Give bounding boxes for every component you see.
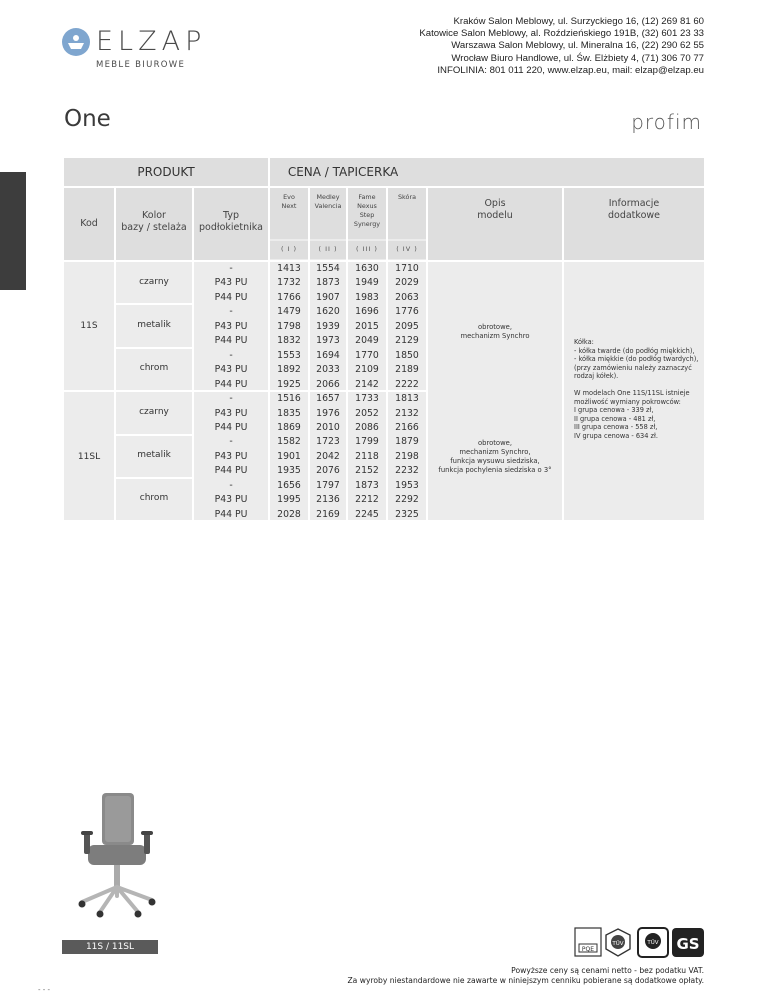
armrest-type: P44 PU xyxy=(214,378,248,390)
description-11s: obrotowe, mechanizm Synchro xyxy=(460,323,530,340)
price-ii: 2076 xyxy=(316,465,340,477)
price-i: 1835 xyxy=(277,407,301,419)
price-i: 1553 xyxy=(277,349,301,361)
price-ii: 1976 xyxy=(316,407,340,419)
description-11sl: obrotowe, mechanizm Synchro, funkcja wysuwu siedziska, funkcja pochylenia siedziska o 3° xyxy=(438,439,552,474)
price-iv: 2166 xyxy=(395,421,419,433)
armrest-type: - xyxy=(229,436,233,448)
contact-block xyxy=(419,16,704,77)
price-i: 1869 xyxy=(277,421,301,433)
price-i: 1995 xyxy=(277,494,301,506)
price-i: 1925 xyxy=(277,378,301,390)
header-opis: Opis modelu xyxy=(428,188,562,260)
price-i: 1935 xyxy=(277,465,301,477)
price-i: 1516 xyxy=(277,393,301,405)
price-iii: 1770 xyxy=(355,349,379,361)
roman-1: ( I ) xyxy=(270,241,308,259)
price-i: 1582 xyxy=(277,436,301,448)
price-ii: 1797 xyxy=(316,479,340,491)
roman-4: ( IV ) xyxy=(388,241,426,259)
kod-11s: 11S xyxy=(80,321,98,331)
contact-line: Warszawa Salon Meblowy, ul. Mineralna 16, (22) 290 62 55 xyxy=(451,40,704,52)
price-iii: 1799 xyxy=(355,436,379,448)
header-fabric-1: Evo Next xyxy=(270,188,308,239)
price-ii: 2136 xyxy=(316,494,340,506)
price-ii: 1694 xyxy=(316,349,340,361)
page-number: - - - xyxy=(38,986,51,994)
price-i: 2028 xyxy=(277,508,301,520)
elzap-logo[interactable] xyxy=(62,26,207,74)
price-iii: 2086 xyxy=(355,421,379,433)
header-cena: CENA / TAPICERKA xyxy=(270,158,704,186)
price-iii: 1733 xyxy=(355,393,379,405)
price-i: 1656 xyxy=(277,479,301,491)
contact-line: Kraków Salon Meblowy, ul. Surzyckiego 16, (12) 269 81 60 xyxy=(453,16,704,27)
price-table xyxy=(64,158,704,520)
armrest-type: - xyxy=(229,306,233,318)
header-kolor: Kolor bazy / stelaża xyxy=(116,188,192,260)
price-iv: 2132 xyxy=(395,407,419,419)
price-iv: 2232 xyxy=(395,465,419,477)
sidebar-tab xyxy=(0,172,26,290)
price-iv: 2129 xyxy=(395,335,419,347)
roman-2: ( II ) xyxy=(310,241,346,259)
price-iii: 2052 xyxy=(355,407,379,419)
price-iii: 2142 xyxy=(355,378,379,390)
page-title: One xyxy=(64,106,111,132)
header-typ: Typ podłokietnika xyxy=(194,188,268,260)
price-iii: 1873 xyxy=(355,479,379,491)
color-label: metalik xyxy=(137,450,171,460)
price-ii: 1620 xyxy=(316,306,340,318)
price-ii: 2033 xyxy=(316,364,340,376)
price-ii: 2066 xyxy=(316,378,340,390)
price-ii: 1873 xyxy=(316,277,340,289)
armrest-type: - xyxy=(229,349,233,361)
price-i: 1732 xyxy=(277,277,301,289)
price-iii: 2015 xyxy=(355,320,379,332)
armrest-type: P43 PU xyxy=(214,277,248,289)
cert-tuv-1: TÜV xyxy=(612,941,624,947)
kod-11sl: 11SL xyxy=(77,452,101,462)
price-iii: 2245 xyxy=(355,508,379,520)
price-i: 1892 xyxy=(277,364,301,376)
armrest-type: P43 PU xyxy=(214,450,248,462)
price-iii: 2152 xyxy=(355,465,379,477)
armrest-type: P44 PU xyxy=(214,335,248,347)
price-iv: 1776 xyxy=(395,306,419,318)
color-label: chrom xyxy=(139,493,169,503)
price-iv: 1850 xyxy=(395,349,419,361)
contact-line: INFOLINIA: 801 011 220, www.elzap.eu, mail: elzap@elzap.eu xyxy=(437,64,704,76)
price-ii: 1907 xyxy=(316,291,340,303)
color-label: czarny xyxy=(139,407,169,417)
header-fabric-2: Medley Valencia xyxy=(310,188,346,239)
armrest-type: - xyxy=(229,479,233,491)
logo-tagline: MEBLE BIUROWE xyxy=(96,60,186,70)
price-iii: 1630 xyxy=(355,263,379,274)
certificate-icon xyxy=(574,926,706,960)
price-iv: 2292 xyxy=(395,494,419,506)
price-i: 1832 xyxy=(277,335,301,347)
price-i: 1479 xyxy=(277,306,301,318)
armrest-type: P43 PU xyxy=(214,494,248,506)
price-iv: 2189 xyxy=(395,364,419,376)
cert-gs: GS xyxy=(676,935,700,953)
price-iv: 2095 xyxy=(395,320,419,332)
armrest-type: P43 PU xyxy=(214,364,248,376)
armrest-type: - xyxy=(229,263,233,274)
office-chair-icon xyxy=(72,790,162,920)
cert-pqe: PQE xyxy=(581,946,595,953)
price-iv: 1953 xyxy=(395,479,419,491)
color-label: chrom xyxy=(139,363,169,373)
price-iii: 1949 xyxy=(355,277,379,289)
armrest-type: - xyxy=(229,393,233,405)
price-iv: 2063 xyxy=(395,291,419,303)
price-iv: 1813 xyxy=(395,393,419,405)
armrest-type: P44 PU xyxy=(214,465,248,477)
header-fabric-3: Fame Nexus Step Synergy xyxy=(348,188,386,239)
price-i: 1798 xyxy=(277,320,301,332)
price-iv: 2198 xyxy=(395,450,419,462)
header-produkt: PRODUKT xyxy=(64,158,268,186)
price-ii: 2042 xyxy=(316,450,340,462)
armrest-type: P44 PU xyxy=(214,291,248,303)
price-ii: 2169 xyxy=(316,508,340,520)
header-kod: Kod xyxy=(64,188,114,260)
armrest-type: P43 PU xyxy=(214,407,248,419)
armrest-type: P43 PU xyxy=(214,320,248,332)
contact-line: Wrocław Biuro Handlowe, ul. Św. Elżbiety 4, (71) 306 70 77 xyxy=(451,52,704,64)
price-iii: 1983 xyxy=(355,291,379,303)
roman-3: ( III ) xyxy=(348,241,386,259)
price-ii: 1554 xyxy=(316,263,340,274)
price-i: 1766 xyxy=(277,291,301,303)
price-ii: 1723 xyxy=(316,436,340,448)
price-i: 1413 xyxy=(277,263,301,274)
price-iii: 2212 xyxy=(355,494,379,506)
brand-logo: profim xyxy=(631,110,702,134)
header-info: Informacje dodatkowe xyxy=(564,188,704,260)
price-ii: 1939 xyxy=(316,320,340,332)
price-ii: 1973 xyxy=(316,335,340,347)
color-label: czarny xyxy=(139,277,169,287)
model-label: 11S / 11SL xyxy=(62,940,158,954)
price-iii: 2049 xyxy=(355,335,379,347)
armrest-type: P44 PU xyxy=(214,508,248,520)
footer-note: Powyższe ceny są cenami netto - bez podatku VAT. Za wyroby niestandardowe nie zawarte w niniejszym cenniku pobierane są dodatkowe opłaty. xyxy=(347,966,704,985)
price-iv: 2029 xyxy=(395,277,419,289)
contact-line: Katowice Salon Meblowy, al. Roździeńskiego 191B, (32) 601 23 33 xyxy=(419,28,704,40)
price-ii: 1657 xyxy=(316,393,340,405)
price-iii: 2118 xyxy=(355,450,379,462)
price-iv: 2325 xyxy=(395,508,419,520)
color-label: metalik xyxy=(137,320,171,330)
additional-info: Kółka: - kółka twarde (do podłóg miękkich), - kółka miękkie (do podłóg twardych), (przy zamówieniu należy zaznaczyć rodzaj kółek). W modelach One 11S/11SL istnieje możliwość wymiany pokrowców: I grupa cenowa - 339 zł, II grupa cenowa - 481 zł, III grupa cenowa - 558 zł, IV grupa cenowa - 634 zł. xyxy=(574,338,699,440)
cert-tuv-2: TÜV xyxy=(647,940,659,946)
price-iv: 1879 xyxy=(395,436,419,448)
price-iv: 2222 xyxy=(395,378,419,390)
header-fabric-4: Skóra xyxy=(388,188,426,239)
person-logo-icon xyxy=(62,28,90,56)
price-iii: 1696 xyxy=(355,306,379,318)
price-iii: 2109 xyxy=(355,364,379,376)
logo-wordmark: ELZAP xyxy=(96,26,207,57)
price-iv: 1710 xyxy=(395,263,419,274)
armrest-type: P44 PU xyxy=(214,421,248,433)
price-ii: 2010 xyxy=(316,421,340,433)
price-i: 1901 xyxy=(277,450,301,462)
